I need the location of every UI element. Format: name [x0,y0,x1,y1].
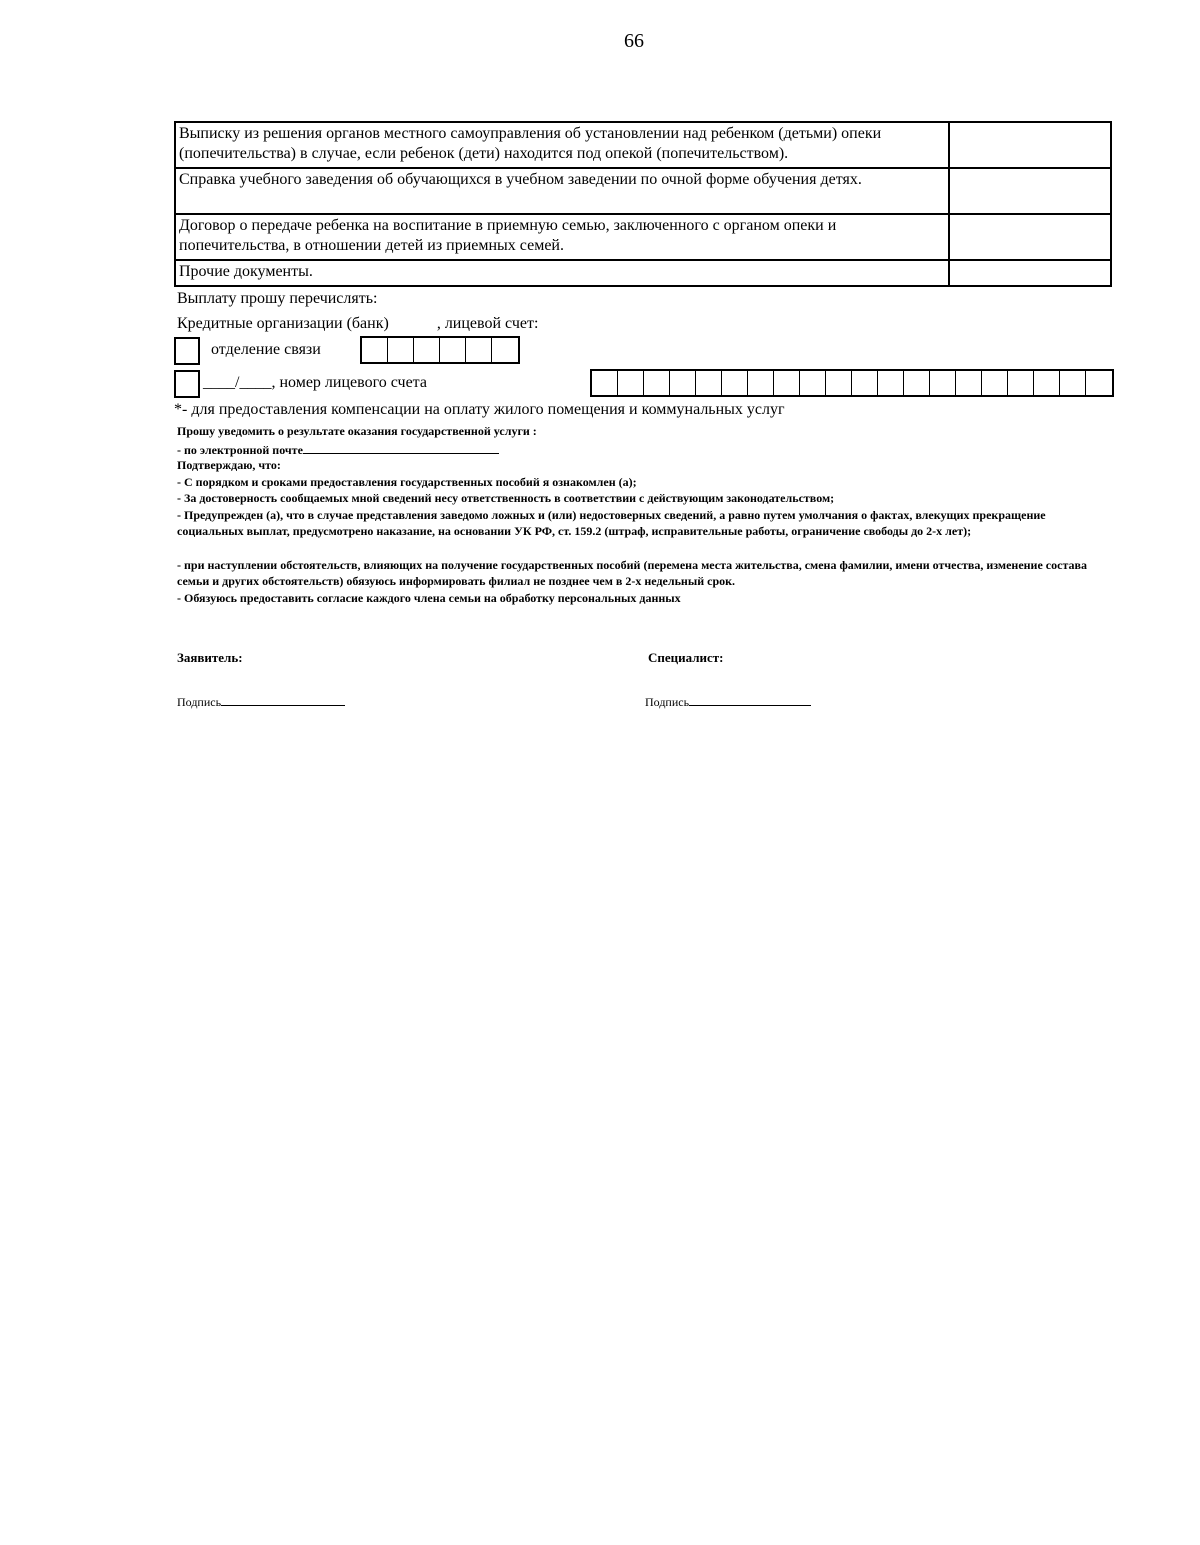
digit-cell[interactable] [1034,371,1060,395]
document-name: Выписку из решения органов местного самоуправления об установлении над ребенком (детьми) опеки (попечительства) в случае, если ребенок (дети) находится под опекой (попечительством). [175,122,949,168]
digit-cell[interactable] [826,371,852,395]
digit-cell[interactable] [982,371,1008,395]
post-office-code-cells[interactable] [360,336,520,364]
applicant-signature [177,693,345,710]
post-office-checkbox[interactable] [174,337,200,365]
digit-cell[interactable] [492,338,518,362]
table-row [175,122,1111,168]
document-mark-cell[interactable] [949,168,1111,214]
digit-cell[interactable] [644,371,670,395]
notify-heading: Прошу уведомить о результате оказания государственной услуги : [177,424,537,438]
confirm-item: - при наступлении обстоятельств, влияющих на получение государственных пособий (перемена места жительства, смена фамилии, имени отчества, изменение состава семьи и других обстоятельств) обязуюсь информировать филиал не позднее чем в 2-х недельный срок. [177,558,1087,588]
digit-cell[interactable] [592,371,618,395]
digit-cell[interactable] [1086,371,1112,395]
specialist-label: Специалист: [648,650,724,665]
specialist-sign-field[interactable] [689,693,811,706]
confirm-item: - Предупрежден (а), что в случае представления заведомо ложных и (или) недостоверных сведений, а равно путем умолчания о фактах, влекущих прекращение социальных выплат, предусмотрено наказание, на основании УК РФ, ст. 159.2 (штраф, исправительные работы, ограничение свободы до 2-х лет); [177,508,1046,538]
email-label: - по электронной почте [177,443,303,457]
applicant-sign-label: Подпись [177,695,222,709]
confirm-item: - С порядком и сроками предоставления государственных пособий я ознакомлен (а); [177,475,637,489]
digit-cell[interactable] [1060,371,1086,395]
bank-checkbox[interactable] [174,370,200,398]
digit-cell[interactable] [930,371,956,395]
digit-cell[interactable] [618,371,644,395]
footnote: *- для предоставления компенсации на оплату жилого помещения и коммунальных услуг [174,401,785,418]
table-row [175,214,1111,260]
applicant-label: Заявитель: [177,650,243,665]
bank-label: Кредитные организации (банк) [177,315,389,332]
digit-cell[interactable] [362,338,388,362]
document-name: Прочие документы. [175,260,949,286]
document-mark-cell[interactable] [949,122,1111,168]
account-label: , лицевой счет: [436,315,539,332]
digit-cell[interactable] [722,371,748,395]
confirm-heading: Подтверждаю, что: [177,458,281,472]
digit-cell[interactable] [388,338,414,362]
confirm-item: - Обязуюсь предоставить согласие каждого члена семьи на обработку персональных данных [177,591,681,605]
table-row [175,168,1111,214]
document-name: Договор о передаче ребенка на воспитание в приемную семью, заключенного с органом опеки и попечительства, в отношении детей из приемных семей. [175,214,949,260]
confirm-item: - За достоверность сообщаемых мной сведений несу ответственность в соответствии с действующим законодательством; [177,491,835,505]
digit-cell[interactable] [800,371,826,395]
digit-cell[interactable] [852,371,878,395]
digit-cell[interactable] [748,371,774,395]
account-number-cells[interactable] [590,369,1114,397]
digit-cell[interactable] [774,371,800,395]
email-field[interactable] [303,441,499,454]
document-mark-cell[interactable] [949,260,1111,286]
specialist-signature [645,693,811,710]
table-row [175,260,1111,286]
digit-cell[interactable] [670,371,696,395]
payment-heading: Выплату прошу перечислять: [177,290,378,307]
digit-cell[interactable] [414,338,440,362]
page-number: 66 [624,30,644,52]
documents-table [174,121,1112,287]
digit-cell[interactable] [440,338,466,362]
specialist-sign-label: Подпись [645,695,690,709]
email-line [177,441,499,458]
digit-cell[interactable] [1008,371,1034,395]
digit-cell[interactable] [956,371,982,395]
document-mark-cell[interactable] [949,214,1111,260]
bank-line [177,315,538,333]
digit-cell[interactable] [878,371,904,395]
digit-cell[interactable] [696,371,722,395]
digit-cell[interactable] [466,338,492,362]
post-office-label: отделение связи [211,341,321,358]
applicant-sign-field[interactable] [221,693,345,706]
digit-cell[interactable] [904,371,930,395]
account-number-label: ____/____, номер лицевого счета [203,374,427,391]
document-name: Справка учебного заведения об обучающихся в учебном заведении по очной форме обучения детях. [175,168,949,214]
